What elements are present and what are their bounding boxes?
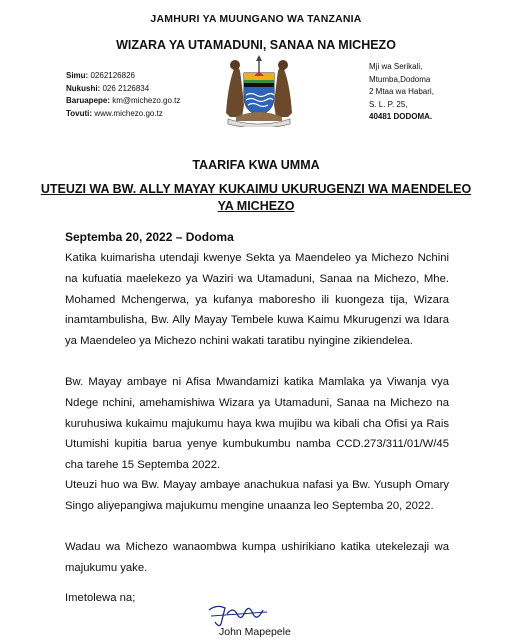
address-line: 40481 DODOMA.	[369, 112, 433, 122]
subject-heading: UTEUZI WA BW. ALLY MAYAY KUKAIMU UKURUGENZI WA MAENDELEO YA MICHEZO	[40, 182, 472, 213]
contact-value: 0262126826	[90, 71, 135, 80]
address-line: 2 Mtaa wa Habari,	[369, 87, 434, 97]
paragraph-2: Bw. Mayay ambaye ni Afisa Mwandamizi katika Mamlaka ya Viwanja vya Ndege nchini, amehamishiwa Wizara ya Utamaduni, Sanaa na Michezo na kuruhusiwa kukaimu majukumu haya kwa mujibu wa kibali cha Ofisi ya Rais Utumishi kupitia barua yenye kumbukumbu namba CCD.273/311/01/W/45 cha tarehe 15 Septemba 2022.	[65, 376, 449, 472]
header-ministry: WIZARA YA UTAMADUNI, SANAA NA MICHEZO	[116, 38, 396, 52]
address-line: Mtumba,Dodoma	[369, 74, 431, 84]
date-line: Septemba 20, 2022 – Dodoma	[65, 230, 234, 244]
contact-label: Simu:	[66, 71, 89, 80]
address-line: S. L. P. 25,	[369, 99, 408, 109]
handwritten-signature-icon	[203, 600, 273, 628]
contact-label: Nukushi:	[66, 83, 101, 93]
contact-label: Baruapepe:	[66, 96, 111, 106]
address-line: Mji wa Serikali,	[369, 62, 423, 71]
paragraph-1: Katika kuimarisha utendaji kwenye Sekta ya Maendeleo ya Michezo Nchini na kufuatia maelekezo ya Waziri wa Utamaduni, Sanaa na Michezo, Mhe. Mohamed Mchengerwa, ya kufanya maboresho ili kuongeza tija, Wizara inamtambulisha, Bw. Ally Mayay Tembele kuwa Kaimu Mkurugenzi wa Idara ya Maendeleo ya Michezo nchini wakati taratibu nyingine zikiendelea.	[65, 252, 449, 348]
signer-name: John Mapepele	[219, 626, 291, 638]
contact-value: km@michezo.go.tz	[112, 96, 181, 106]
notice-title: TAARIFA KWA UMMA	[192, 158, 320, 172]
address-block	[369, 61, 434, 124]
closing-line: Imetolewa na;	[65, 592, 136, 604]
contact-value: www.michezo.go.tz	[94, 108, 163, 118]
contact-value: 026 2126834	[102, 83, 150, 93]
header-country: JAMHURI YA MUUNGANO WA TANZANIA	[150, 13, 362, 25]
contact-label: Tovuti:	[66, 108, 93, 118]
tanzania-coat-of-arms-icon	[218, 55, 300, 127]
contact-email	[66, 95, 180, 108]
contact-block	[66, 70, 180, 120]
contact-fax	[66, 83, 180, 96]
contact-phone	[66, 70, 180, 83]
contact-website	[66, 108, 180, 121]
paragraph-4: Wadau wa Michezo wanaombwa kumpa ushirikiano katika utekelezaji wa majukumu yake.	[65, 541, 449, 574]
paragraph-3: Uteuzi huo wa Bw. Mayay ambaye anachukua nafasi ya Bw. Yusuph Omary Singo aliyepangiwa majukumu mengine unaanza leo Septemba 20, 2022.	[65, 479, 449, 512]
